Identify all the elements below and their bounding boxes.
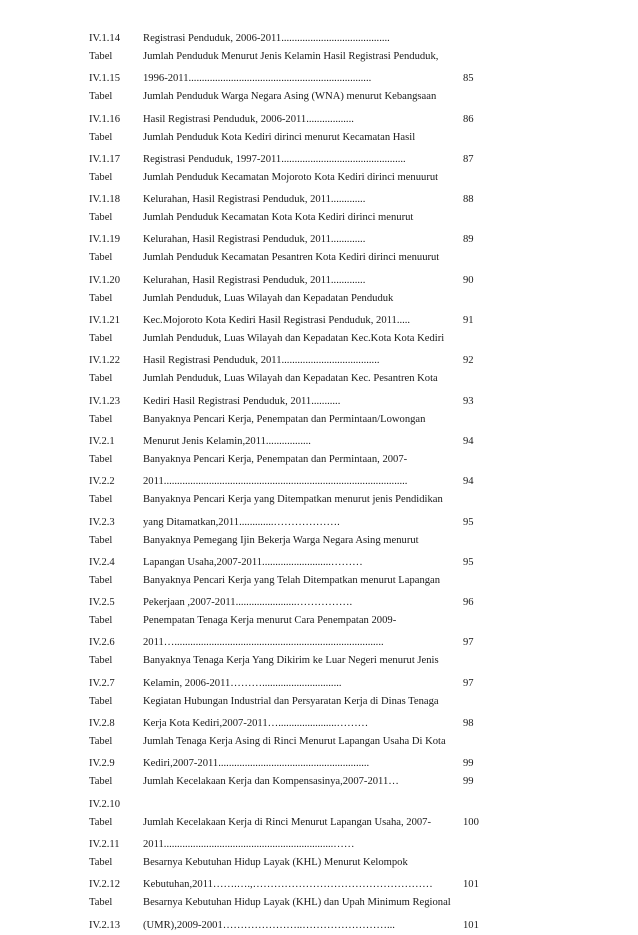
toc-label: IV.1.18 bbox=[89, 194, 120, 206]
toc-entry-text: Kegiatan Hubungan Industrial dan Persyaratan Kerja di Dinas Tenaga bbox=[143, 695, 439, 707]
toc-page-number bbox=[463, 854, 499, 872]
toc-page-number bbox=[463, 491, 499, 509]
toc-row bbox=[89, 594, 499, 612]
toc-row bbox=[89, 30, 499, 48]
toc-label: IV.1.17 bbox=[89, 153, 120, 165]
toc-page-number: 97 bbox=[463, 637, 474, 649]
toc-entry-text: Hasil Registrasi Penduduk, 2011..................................... bbox=[143, 355, 380, 367]
toc-row bbox=[89, 652, 499, 670]
toc-label: IV.2.6 bbox=[89, 637, 115, 649]
toc-entry-text: 2011............................................................................................ bbox=[143, 476, 408, 488]
toc-label: Tabel bbox=[89, 897, 113, 909]
toc-entry-text: Kec.Mojoroto Kota Kediri Hasil Registrasi Penduduk, 2011..... bbox=[143, 315, 411, 327]
toc-row bbox=[89, 433, 499, 451]
toc-entry-text: Jumlah Kecelakaan Kerja di Rinci Menurut Lapangan Usaha, 2007- bbox=[143, 816, 431, 828]
toc-entry-text: yang Ditamatkan,2011.............………………. bbox=[143, 516, 340, 528]
toc-label: Tabel bbox=[89, 615, 113, 627]
toc-entry-text: Kerja Kota Kediri,2007-2011…......................……… bbox=[143, 718, 369, 730]
toc-label: IV.2.13 bbox=[89, 919, 120, 931]
toc-page-number: 100 bbox=[463, 816, 479, 828]
toc-label: IV.2.2 bbox=[89, 476, 115, 488]
toc-label: Tabel bbox=[89, 131, 113, 143]
toc-label: IV.2.7 bbox=[89, 677, 115, 689]
toc-label: Tabel bbox=[89, 574, 113, 586]
toc-row bbox=[89, 532, 499, 550]
toc-page-number bbox=[463, 88, 499, 106]
toc-label: IV.2.9 bbox=[89, 758, 115, 770]
toc-page-number: 98 bbox=[463, 718, 474, 730]
toc-entry-text: Penempatan Tenaga Kerja menurut Cara Penempatan 2009- bbox=[143, 615, 397, 627]
toc-page-number bbox=[463, 129, 499, 147]
toc-row bbox=[89, 473, 499, 491]
toc-row bbox=[89, 451, 499, 469]
toc-entry-text: Jumlah Penduduk Kecamatan Kota Kota Kediri dirinci menurut bbox=[143, 212, 414, 224]
toc-entry-text: Kediri,2007-2011......................................................... bbox=[143, 758, 370, 770]
toc-label: IV.1.16 bbox=[89, 113, 120, 125]
toc-page-number bbox=[463, 169, 499, 187]
toc-label: Tabel bbox=[89, 695, 113, 707]
toc-entry-text: Jumlah Penduduk, Luas Wilayah dan Kepadatan Kec. Pesantren Kota bbox=[143, 373, 438, 385]
toc-label: Tabel bbox=[89, 453, 113, 465]
toc-row bbox=[89, 249, 499, 267]
toc-label: Tabel bbox=[89, 776, 113, 788]
toc-row bbox=[89, 151, 499, 169]
toc-row bbox=[89, 231, 499, 249]
toc-row bbox=[89, 693, 499, 711]
toc-label: IV.2.12 bbox=[89, 879, 120, 891]
toc-row bbox=[89, 169, 499, 187]
toc-entry-text: Pekerjaan ,2007-2011.......................……………. bbox=[143, 597, 353, 609]
toc-label: IV.1.22 bbox=[89, 355, 120, 367]
toc-entry-text: Banyaknya Pemegang Ijin Bekerja Warga Negara Asing menurut bbox=[143, 534, 419, 546]
toc-page-number bbox=[463, 652, 499, 670]
toc-row bbox=[89, 836, 499, 854]
toc-entry-text: Kelurahan, Hasil Registrasi Penduduk, 2011............. bbox=[143, 194, 366, 206]
toc-page-number bbox=[463, 894, 499, 912]
toc-row bbox=[89, 70, 499, 88]
toc-row bbox=[89, 854, 499, 872]
toc-page-number: 90 bbox=[463, 274, 474, 286]
toc-label: IV.2.10 bbox=[89, 798, 120, 810]
toc-page-number bbox=[463, 836, 499, 854]
toc-entry-text: 2011................................................................…… bbox=[143, 838, 355, 850]
toc-entry-text: Besarnya Kebutuhan Hidup Layak (KHL) Menurut Kelompok bbox=[143, 856, 408, 868]
toc-row bbox=[89, 755, 499, 773]
toc-label: IV.1.20 bbox=[89, 274, 120, 286]
toc-entry-text: Lapangan Usaha,2007-2011..........................……… bbox=[143, 556, 363, 568]
toc-row bbox=[89, 48, 499, 66]
toc-label: IV.1.15 bbox=[89, 73, 120, 85]
toc-page-number bbox=[463, 733, 499, 751]
toc-page-number bbox=[463, 532, 499, 550]
toc-page-number: 94 bbox=[463, 476, 474, 488]
toc-entry-text: Banyaknya Pencari Kerja, Penempatan dan Permintaan, 2007- bbox=[143, 453, 408, 465]
toc-page-number: 95 bbox=[463, 516, 474, 528]
toc-row bbox=[89, 111, 499, 129]
toc-label: IV.2.4 bbox=[89, 556, 115, 568]
toc-label: IV.1.19 bbox=[89, 234, 120, 246]
toc-label: Tabel bbox=[89, 252, 113, 264]
toc-entry-text bbox=[143, 796, 463, 814]
toc-label: Tabel bbox=[89, 333, 113, 345]
toc-page-number bbox=[463, 330, 499, 348]
toc-page-number: 96 bbox=[463, 597, 474, 609]
toc-label: Tabel bbox=[89, 816, 113, 828]
toc-page-number: 85 bbox=[463, 73, 474, 85]
toc-page-number bbox=[463, 48, 499, 66]
toc-row bbox=[89, 411, 499, 429]
toc-row bbox=[89, 272, 499, 290]
toc-page-number bbox=[463, 370, 499, 388]
toc-page-number: 92 bbox=[463, 355, 474, 367]
toc-page-number: 89 bbox=[463, 234, 474, 246]
toc-row bbox=[89, 675, 499, 693]
toc-label: IV.1.23 bbox=[89, 395, 120, 407]
toc-page-number bbox=[463, 796, 499, 814]
toc-page-number: 91 bbox=[463, 315, 474, 327]
toc-label: Tabel bbox=[89, 494, 113, 506]
toc-row bbox=[89, 370, 499, 388]
toc-row bbox=[89, 352, 499, 370]
toc-page-number: 93 bbox=[463, 395, 474, 407]
toc-entry-text: Besarnya Kebutuhan Hidup Layak (KHL) dan Upah Minimum Regional bbox=[143, 897, 451, 909]
toc-label: Tabel bbox=[89, 292, 113, 304]
toc-entry-text: Jumlah Penduduk Menurut Jenis Kelamin Hasil Registrasi Penduduk, bbox=[143, 51, 439, 62]
toc-page-number: 97 bbox=[463, 677, 474, 689]
toc-entry-text: Kebutuhan,2011…….….,…………………………………………… bbox=[143, 879, 433, 891]
toc-entry-text: Jumlah Penduduk, Luas Wilayah dan Kepadatan Kec.Kota Kota Kediri bbox=[143, 333, 445, 345]
toc-page-number bbox=[463, 290, 499, 308]
toc-label: Tabel bbox=[89, 413, 113, 425]
toc-entry-text: Menurut Jenis Kelamin,2011................. bbox=[143, 435, 311, 447]
toc-label: Tabel bbox=[89, 534, 113, 546]
toc-entry-text: Jumlah Kecelakaan Kerja dan Kompensasinya,2007-2011… bbox=[143, 776, 399, 788]
toc-page-number: 87 bbox=[463, 153, 474, 165]
toc-entry-text: Jumlah Penduduk Kota Kediri dirinci menurut Kecamatan Hasil bbox=[143, 131, 416, 143]
toc-entry-text: Kediri Hasil Registrasi Penduduk, 2011........... bbox=[143, 395, 341, 407]
toc-entry-text: Jumlah Penduduk Warga Negara Asing (WNA) menurut Kebangsaan bbox=[143, 91, 437, 103]
toc-page-number bbox=[463, 30, 499, 48]
toc-entry-text: Registrasi Penduduk, 2006-2011......................................... bbox=[143, 33, 390, 44]
toc-page-number: 101 bbox=[463, 919, 479, 931]
toc-entry-text: Kelamin, 2006-2011……….............................. bbox=[143, 677, 342, 689]
toc-page-number: 101 bbox=[463, 879, 479, 891]
toc-entry-text: Banyaknya Pencari Kerja, Penempatan dan Permintaan/Lowongan bbox=[143, 413, 426, 425]
toc-page-number: 99 bbox=[463, 776, 474, 788]
toc-label: Tabel bbox=[89, 736, 113, 748]
toc-page-number bbox=[463, 693, 499, 711]
toc-entry-text: Banyaknya Pencari Kerja yang Ditempatkan menurut jenis Pendidikan bbox=[143, 494, 443, 506]
toc-label: Tabel bbox=[89, 171, 113, 183]
toc-entry-text: 2011…............................................................................... bbox=[143, 637, 384, 649]
toc-row bbox=[89, 634, 499, 652]
toc-row bbox=[89, 129, 499, 147]
toc-entry-text: Jumlah Penduduk, Luas Wilayah dan Kepadatan Penduduk bbox=[143, 292, 394, 304]
toc-page-number: 94 bbox=[463, 435, 474, 447]
toc-row bbox=[89, 773, 499, 791]
toc-entry-text: Banyaknya Pencari Kerja yang Telah Ditempatkan menurut Lapangan bbox=[143, 574, 441, 586]
toc-entry-text: Jumlah Tenaga Kerja Asing di Rinci Menurut Lapangan Usaha Di Kota bbox=[143, 736, 446, 748]
toc-row bbox=[89, 88, 499, 106]
toc-page-number bbox=[463, 572, 499, 590]
toc-page-number bbox=[463, 209, 499, 227]
toc-label: IV.1.14 bbox=[89, 33, 120, 44]
table-of-contents bbox=[89, 30, 499, 935]
toc-row bbox=[89, 491, 499, 509]
toc-label: IV.2.8 bbox=[89, 718, 115, 730]
toc-entry-text: Jumlah Penduduk Kecamatan Mojoroto Kota Kediri dirinci menuurut bbox=[143, 171, 439, 183]
toc-row bbox=[89, 330, 499, 348]
toc-row bbox=[89, 312, 499, 330]
toc-label: IV.2.5 bbox=[89, 597, 115, 609]
toc-entry-text: Hasil Registrasi Penduduk, 2006-2011.................. bbox=[143, 113, 354, 125]
toc-row bbox=[89, 917, 499, 935]
toc-label: IV.2.1 bbox=[89, 435, 115, 447]
toc-row bbox=[89, 290, 499, 308]
toc-row bbox=[89, 814, 499, 832]
toc-page-number bbox=[463, 612, 499, 630]
toc-page-number bbox=[463, 451, 499, 469]
toc-row bbox=[89, 572, 499, 590]
toc-label: Tabel bbox=[89, 655, 113, 667]
toc-label: Tabel bbox=[89, 51, 113, 62]
toc-page-number: 86 bbox=[463, 113, 474, 125]
toc-entry-text: Jumlah Penduduk Kecamatan Pesantren Kota Kediri dirinci menuurut bbox=[143, 252, 440, 264]
toc-row bbox=[89, 612, 499, 630]
toc-label: Tabel bbox=[89, 856, 113, 868]
toc-entry-text: Kelurahan, Hasil Registrasi Penduduk, 2011............. bbox=[143, 274, 366, 286]
toc-row bbox=[89, 796, 499, 814]
toc-entry-text: Kelurahan, Hasil Registrasi Penduduk, 2011............. bbox=[143, 234, 366, 246]
toc-row bbox=[89, 894, 499, 912]
toc-page-number: 95 bbox=[463, 556, 474, 568]
toc-page-number: 99 bbox=[463, 758, 474, 770]
toc-row bbox=[89, 554, 499, 572]
toc-page-number bbox=[463, 411, 499, 429]
toc-row bbox=[89, 715, 499, 733]
toc-row bbox=[89, 514, 499, 532]
toc-row bbox=[89, 733, 499, 751]
toc-label: IV.2.3 bbox=[89, 516, 115, 528]
toc-label: Tabel bbox=[89, 212, 113, 224]
toc-entry-text: 1996-2011..................................................................... bbox=[143, 73, 372, 85]
toc-label: IV.1.21 bbox=[89, 315, 120, 327]
toc-label: Tabel bbox=[89, 373, 113, 385]
toc-page-number bbox=[463, 249, 499, 267]
toc-label: Tabel bbox=[89, 91, 113, 103]
toc-label: IV.2.11 bbox=[89, 838, 120, 850]
toc-entry-text: Registrasi Penduduk, 1997-2011............................................... bbox=[143, 153, 406, 165]
toc-row bbox=[89, 393, 499, 411]
toc-row bbox=[89, 209, 499, 227]
toc-entry-text: Banyaknya Tenaga Kerja Yang Dikirim ke Luar Negeri menurut Jenis bbox=[143, 655, 439, 667]
toc-row bbox=[89, 876, 499, 894]
toc-row bbox=[89, 191, 499, 209]
toc-entry-text: (UMR),2009-2001…………………..……………………... bbox=[143, 919, 395, 931]
toc-page-number: 88 bbox=[463, 194, 474, 206]
